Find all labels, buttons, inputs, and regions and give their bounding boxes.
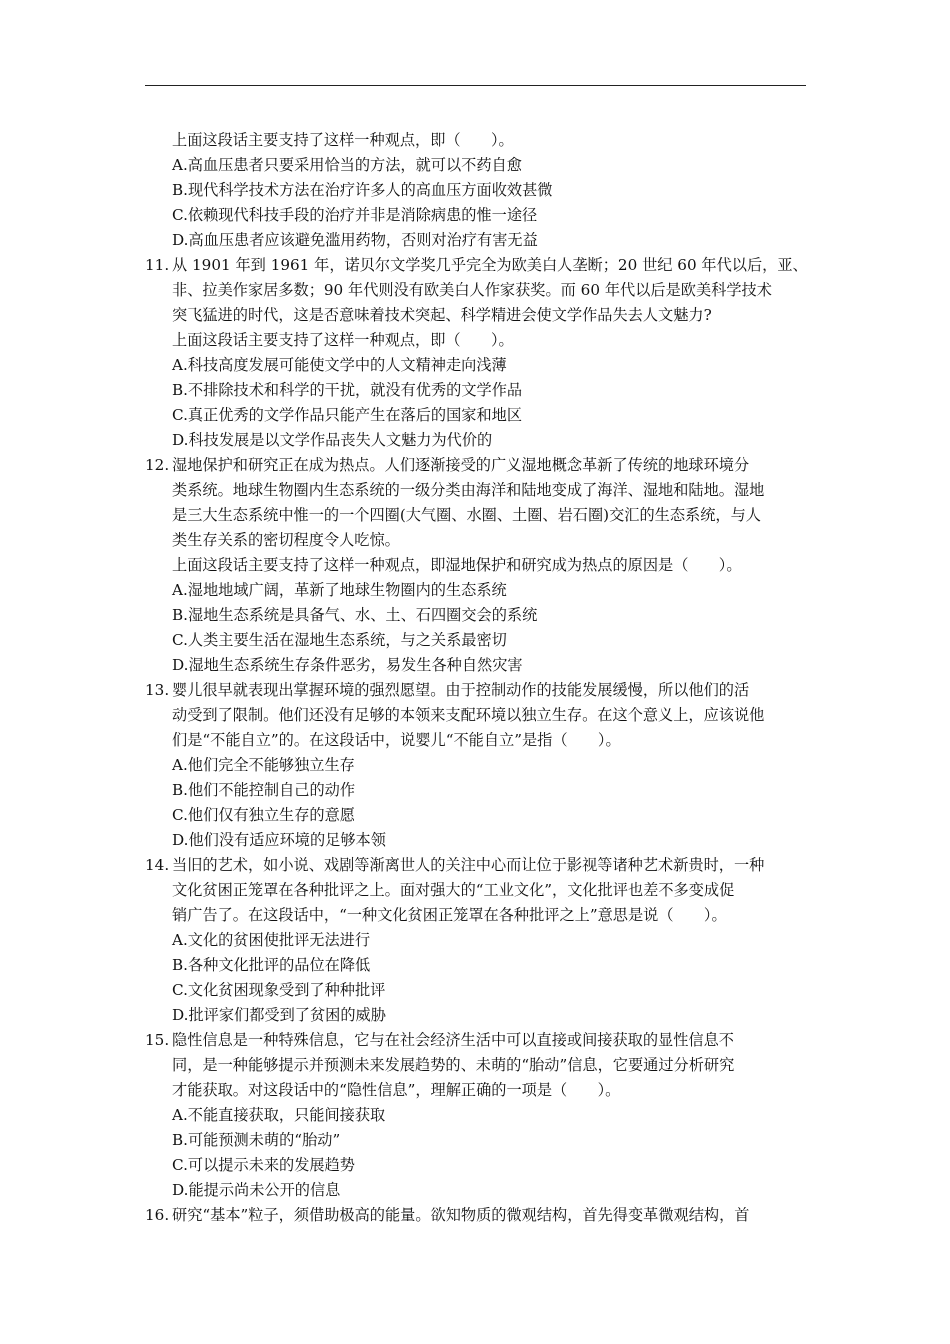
question-stem-line: 突飞猛进的时代，这是否意味着技术突起、科学精进会使文学作品失去人文魅力?	[172, 306, 712, 324]
question-prompt: 上面这段话主要支持了这样一种观点，即（ ）。	[172, 131, 514, 149]
question-14	[145, 853, 817, 1028]
question-stem-line: 类系统。地球生物圈内生态系统的一级分类由海洋和陆地变成了海洋、湿地和陆地。湿地	[172, 481, 765, 499]
question-number: 11.	[145, 256, 170, 274]
option-d: D.湿地生态系统生存条件恶劣，易发生各种自然灾害	[172, 656, 523, 674]
question-stem-line: 动受到了限制。他们还没有足够的本领来支配环境以独立生存。在这个意义上，应该说他	[172, 706, 765, 724]
question-number: 15.	[145, 1031, 170, 1049]
option-b: B.湿地生态系统是具备气、水、土、石四圈交会的系统	[172, 606, 538, 624]
question-prompt: 上面这段话主要支持了这样一种观点，即（ ）。	[172, 331, 514, 349]
question-number: 16.	[145, 1206, 170, 1224]
option-a: A.湿地地域广阔，革新了地球生物圈内的生态系统	[172, 581, 507, 599]
question-13	[145, 678, 817, 853]
question-number: 14.	[145, 856, 170, 874]
option-c: C.可以提示未来的发展趋势	[172, 1156, 355, 1174]
question-stem-line: 13. 婴儿很早就表现出掌握环境的强烈愿望。由于控制动作的技能发展缓慢，所以他们的活	[145, 678, 817, 703]
option-b: B.他们不能控制自己的动作	[172, 781, 356, 799]
question-stem-line: 才能获取。对这段话中的“隐性信息”，理解正确的一项是（ ）。	[172, 1081, 621, 1099]
question-stem-line: 11. 从 1901 年到 1961 年，诺贝尔文学奖几乎完全为欧美白人垄断；20 世纪 60 年代以后，亚、	[145, 253, 817, 278]
option-c: C.他们仅有独立生存的意愿	[172, 806, 355, 824]
question-stem-line: 是三大生态系统中惟一的一个四圈(大气圈、水圈、土圈、岩石圈)交汇的生态系统，与人	[172, 506, 761, 524]
question-number: 12.	[145, 456, 170, 474]
question-stem-line: 16. 研究“基本”粒子，须借助极高的能量。欲知物质的微观结构，首先得变革微观结构，首	[145, 1203, 817, 1228]
option-d: D.科技发展是以文学作品丧失人文魅力为代价的	[172, 431, 493, 449]
option-b: B.各种文化批评的品位在降低	[172, 956, 371, 974]
option-a: A.高血压患者只要采用恰当的方法，就可以不药自愈	[172, 156, 522, 174]
option-a: A.文化的贫困使批评无法进行	[172, 931, 371, 949]
option-d: D.能提示尚未公开的信息	[172, 1181, 341, 1199]
option-b: B.可能预测未萌的“胎动”	[172, 1131, 341, 1149]
option-b: B.不排除技术和科学的干扰，就没有优秀的文学作品	[172, 381, 523, 399]
question-stem-line: 同，是一种能够提示并预测未来发展趋势的、未萌的“胎动”信息，它要通过分析研究	[172, 1056, 735, 1074]
question-number: 13.	[145, 681, 170, 699]
question-11	[145, 253, 817, 453]
question-carryover	[145, 128, 817, 253]
option-a: A.他们完全不能够独立生存	[172, 756, 355, 774]
option-c: C.真正优秀的文学作品只能产生在落后的国家和地区	[172, 406, 523, 424]
option-d: D.批评家们都受到了贫困的威胁	[172, 1006, 386, 1024]
question-stem-line: 文化贫困正笼罩在各种批评之上。面对强大的“工业文化”，文化批评也差不多变成促	[172, 881, 735, 899]
option-c: C.人类主要生活在湿地生态系统，与之关系最密切	[172, 631, 507, 649]
question-stem-line: 非、拉美作家居多数；90 年代则没有欧美白人作家获奖。而 60 年代以后是欧美科学技术	[172, 281, 772, 299]
option-a: A.不能直接获取，只能间接获取	[172, 1106, 386, 1124]
option-d: D.他们没有适应环境的足够本领	[172, 831, 386, 849]
question-stem-line: 们是“不能自立”的。在这段话中，说婴儿“不能自立”是指（ ）。	[172, 731, 621, 749]
option-c: C.依赖现代科技手段的治疗并非是消除病患的惟一途径	[172, 206, 538, 224]
question-15	[145, 1028, 817, 1203]
question-stem-line: 14. 当旧的艺术，如小说、戏剧等渐离世人的关注中心而让位于影视等诸种艺术新贵时，一种	[145, 853, 817, 878]
question-stem-line: 15. 隐性信息是一种特殊信息，它与在社会经济生活中可以直接或间接获取的显性信息不	[145, 1028, 817, 1053]
question-12	[145, 453, 817, 678]
question-16	[145, 1203, 817, 1228]
question-prompt: 上面这段话主要支持了这样一种观点，即湿地保护和研究成为热点的原因是（ ）。	[172, 556, 742, 574]
option-a: A.科技高度发展可能使文学中的人文精神走向浅薄	[172, 356, 507, 374]
question-stem-line: 销广告了。在这段话中，“一种文化贫困正笼罩在各种批评之上”意思是说（ ）。	[172, 906, 727, 924]
header-rule	[145, 85, 806, 86]
question-stem-line: 12. 湿地保护和研究正在成为热点。人们逐渐接受的广义湿地概念革新了传统的地球环境分	[145, 453, 817, 478]
question-stem-line: 类生存关系的密切程度令人吃惊。	[172, 531, 400, 549]
question-content	[145, 128, 817, 1228]
option-d: D.高血压患者应该避免滥用药物，否则对治疗有害无益	[172, 231, 538, 249]
option-b: B.现代科学技术方法在治疗许多人的高血压方面收效甚微	[172, 181, 553, 199]
option-c: C.文化贫困现象受到了种种批评	[172, 981, 386, 999]
